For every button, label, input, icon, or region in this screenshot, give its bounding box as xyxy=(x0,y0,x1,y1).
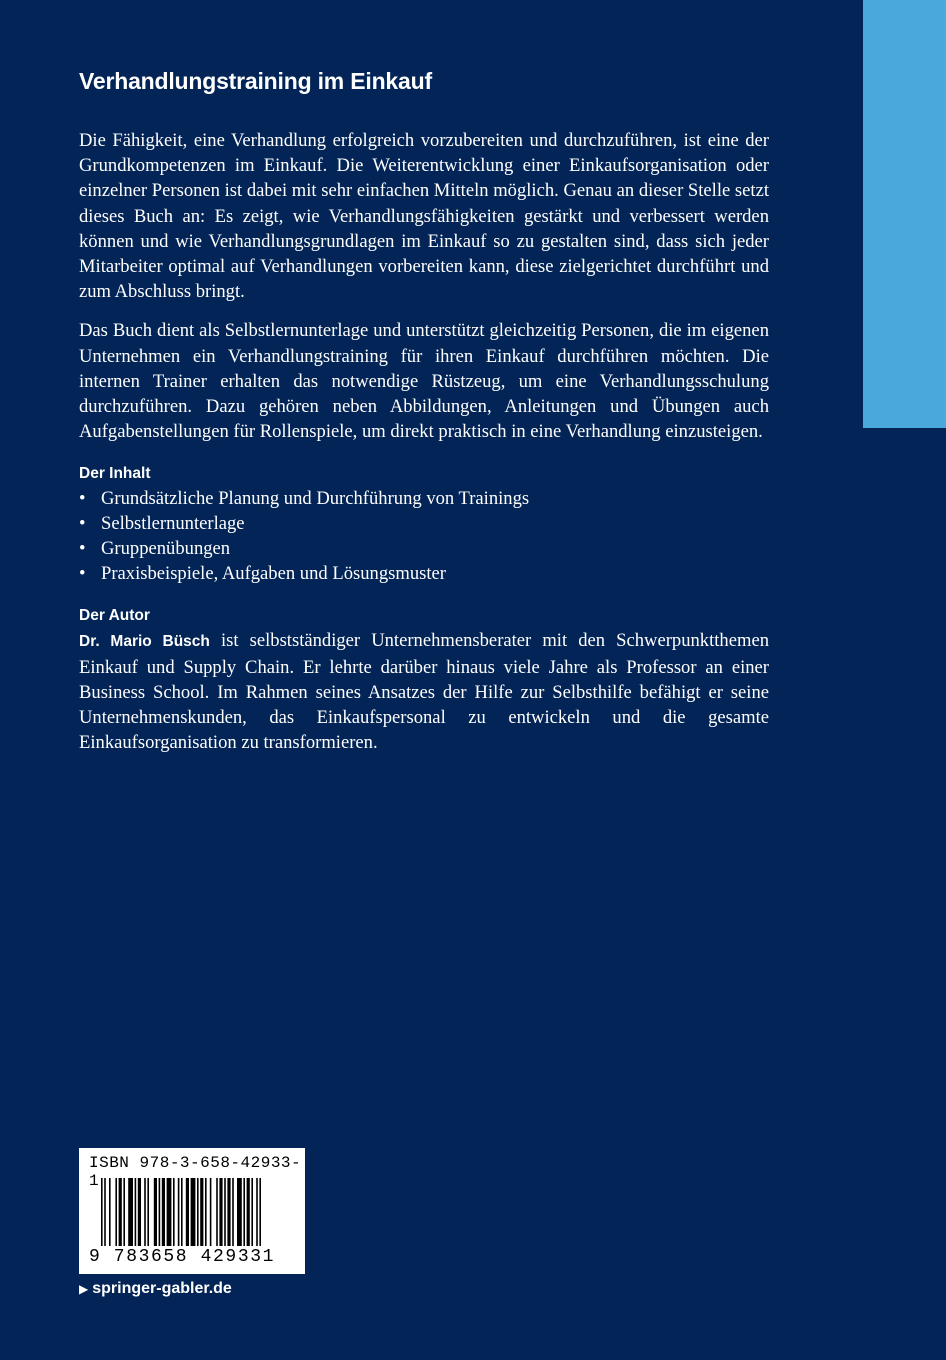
barcode-bar xyxy=(216,1178,218,1246)
barcode-bar xyxy=(115,1178,117,1246)
barcode-bar xyxy=(200,1178,203,1246)
barcode-bar xyxy=(256,1178,258,1246)
bullet-icon: • xyxy=(79,513,86,535)
isbn-barcode xyxy=(79,1148,305,1274)
barcode-bar xyxy=(237,1178,242,1246)
barcode-bar xyxy=(181,1178,183,1246)
barcode-bar xyxy=(251,1178,253,1246)
barcode-bar xyxy=(247,1178,250,1246)
barcode-bar xyxy=(178,1178,180,1246)
barcode-bar xyxy=(232,1178,234,1246)
author-heading: Der Autor xyxy=(79,607,150,625)
barcode-bar xyxy=(167,1178,172,1246)
barcode-bar xyxy=(243,1178,245,1246)
barcode-bar xyxy=(186,1178,189,1246)
barcode-bar xyxy=(147,1178,149,1246)
barcode-bar xyxy=(101,1178,103,1246)
barcode-bar xyxy=(138,1178,141,1246)
barcode-bar xyxy=(191,1178,196,1246)
barcode-bar xyxy=(219,1178,222,1246)
bullet-icon: • xyxy=(79,563,86,585)
barcode-bar xyxy=(109,1178,111,1246)
barcode-digits: 9 783658 429331 xyxy=(89,1247,276,1267)
author-bio-text: ist selbstständiger Unternehmensberater mit den Schwerpunktthemen Einkauf und Supply Chain. Er lehrte darüber hinaus viele Jahre als Professor an einer Business School. Im Rahmen seines Ansatzes der Hilfe zur Selbsthilfe befähigt er seine Unternehmenskunden, das Einkaufspersonal zu entwickeln und die gesamte Einkaufsorganisation zu transformieren. xyxy=(79,630,769,754)
barcode-bar xyxy=(224,1178,226,1246)
bullet-icon: • xyxy=(79,538,86,560)
description-paragraph-2: Das Buch dient als Selbstlernunterlage und unterstützt gleichzeitig Personen, die im eigenen Unternehmen ein Verhandlungstraining für ihren Einkauf durchführen möchten. Die internen Trainer erhalten das notwendige Rüstzeug, um eine Verhandlungsschulung durchzuführen. Dazu gehören neben Abbildungen, Anleitungen und Übungen auch Aufgabenstellungen für Rollenspiele, um direkt praktisch in eine Verhandlung einzusteigen. xyxy=(79,320,769,443)
barcode-bar xyxy=(227,1178,230,1246)
barcode-bar xyxy=(259,1178,261,1246)
accent-bar xyxy=(863,0,946,428)
back-cover-text xyxy=(79,64,769,769)
list-item: • Grundsätzliche Planung und Durchführung von Trainings xyxy=(79,488,530,510)
barcode-bar xyxy=(197,1178,199,1246)
barcode-bar xyxy=(119,1178,122,1246)
contents-list xyxy=(79,486,769,586)
barcode-bar xyxy=(144,1178,146,1246)
barcode-bar xyxy=(128,1178,133,1246)
publisher-website[interactable] xyxy=(79,1278,232,1300)
list-item: • Selbstlernunterlage xyxy=(79,513,245,535)
barcode-bar xyxy=(123,1178,125,1246)
bullet-icon: • xyxy=(79,488,86,510)
barcode-bar xyxy=(104,1178,106,1246)
list-item: • Gruppenübungen xyxy=(79,538,231,560)
list-item: • Praxisbeispiele, Aufgaben und Lösungsmuster xyxy=(79,563,446,585)
barcode-bar xyxy=(173,1178,175,1246)
book-title: Verhandlungstraining im Einkauf xyxy=(79,68,432,94)
barcode-bar xyxy=(205,1178,207,1246)
barcode-bar xyxy=(162,1178,165,1246)
description-paragraph-1: Die Fähigkeit, eine Verhandlung erfolgreich vorzubereiten und durchzuführen, ist eine der Grundkompetenzen im Einkauf. Die Weiterentwicklung einer Einkaufsorganisation oder einzelner Personen ist dabei mit sehr einfachen Mitteln möglich. Genau an dieser Stelle setzt dieses Buch an: Es zeigt, wie Verhandlungsfähigkeiten gestärkt und verbessert werden können und wie Verhandlungsgrundlagen im Einkauf so zu gestalten sind, dass sich jeder Mitarbeiter optimal auf Verhandlungen vorbereiten kann, diese zielgerichtet durchführt und zum Abschluss bringt. xyxy=(79,130,769,303)
barcode-bar xyxy=(210,1178,212,1246)
arrow-right-icon: ▶ xyxy=(79,1282,89,1296)
barcode-bar xyxy=(159,1178,161,1246)
barcode-bar xyxy=(135,1178,137,1246)
author-bio xyxy=(79,628,769,755)
author-name: Dr. Mario Büsch xyxy=(79,633,210,651)
barcode-bars xyxy=(79,1178,305,1248)
barcode-bar xyxy=(154,1178,157,1246)
contents-heading: Der Inhalt xyxy=(79,465,151,483)
isbn-label: ISBN 978-3-658-42933-1 xyxy=(89,1154,302,1190)
website-url: springer-gabler.de xyxy=(92,1280,232,1297)
